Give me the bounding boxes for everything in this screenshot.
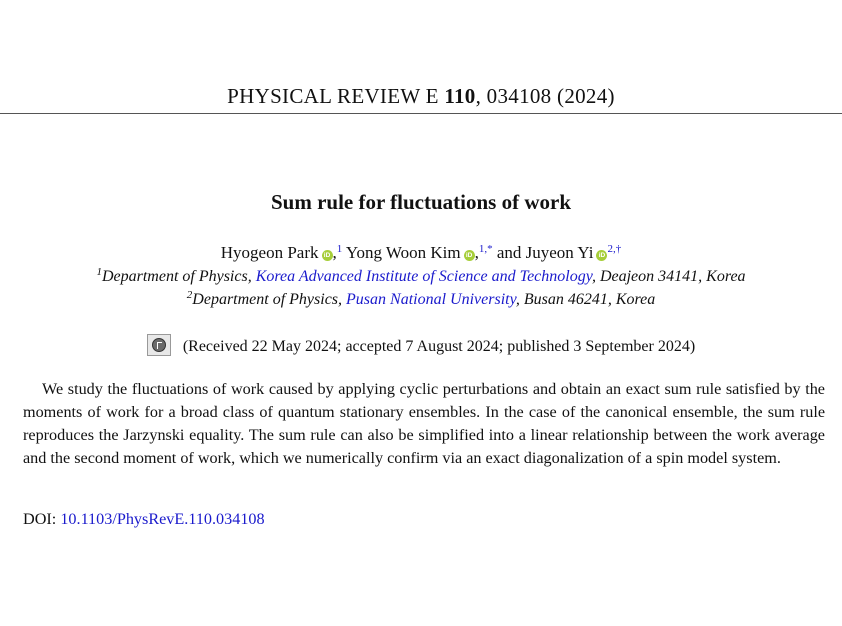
author-and: and <box>496 243 522 262</box>
affiliation-dept: Department of Physics, <box>192 291 347 308</box>
affiliation-location: , Busan 46241, Korea <box>515 291 656 308</box>
author-name: Hyogeon Park <box>220 243 319 262</box>
orcid-icon[interactable]: iD <box>464 250 475 261</box>
header-rule <box>0 113 842 114</box>
author-list: Hyogeon Park iD ,$^1$ Yong Woon Kim iD ,$^{1,*}$ and Juyeon Yi $iD^{2,\dagger}$ <box>220 243 622 262</box>
paper-title: Sum rule for fluctuations of work <box>270 190 572 214</box>
received-dates: (Received 22 May 2024; accepted 7 August 2024; published 3 September 2024) <box>182 338 696 355</box>
journal-header <box>0 84 842 109</box>
affiliation-2 <box>0 291 842 309</box>
publication-history <box>0 334 842 356</box>
institution-link[interactable]: Pusan National University <box>346 291 516 308</box>
author-affil-ref[interactable]: 1,* <box>478 243 493 255</box>
affiliation-1 <box>0 268 842 286</box>
orcid-icon[interactable]: iD <box>322 250 333 261</box>
crossmark-icon[interactable] <box>147 334 171 356</box>
author-name: Yong Woon Kim <box>345 243 461 262</box>
journal-article-year: , 034108 (2024) <box>475 84 615 108</box>
affiliation-dept: Department of Physics, <box>101 268 256 285</box>
author-affil-ref[interactable]: 2,† <box>607 243 622 255</box>
affiliation-location: , Deajeon 34141, Korea <box>591 268 746 285</box>
orcid-icon[interactable]: iD <box>596 250 607 261</box>
institution-link[interactable]: Korea Advanced Institute of Science and Technology <box>255 268 592 285</box>
author-name: Juyeon Yi <box>525 243 594 262</box>
abstract: We study the fluctuations of work caused by applying cyclic perturbations and obtain an exact sum rule satisfied by the moments of work for a broad class of quantum stationary ensembles. In the case of the canonical ensemble, the sum rule reproduces the Jarzynski equality. The sum rule can also be simplified into a linear relationship between the work average and the second moment of work, which we numerically confirm via an exact diagonalization of a spin model system. <box>23 380 825 467</box>
doi-link[interactable]: 10.1103/PhysRevE.110.034108 <box>60 510 265 528</box>
doi-label: DOI: <box>23 510 57 528</box>
journal-name: PHYSICAL REVIEW E <box>227 84 439 108</box>
affiliation-number: 1 <box>96 266 102 278</box>
doi-line <box>23 510 265 529</box>
author-affil-ref[interactable]: 1 <box>336 243 343 255</box>
journal-volume: 110 <box>444 84 476 108</box>
affiliation-number: 2 <box>186 289 193 301</box>
